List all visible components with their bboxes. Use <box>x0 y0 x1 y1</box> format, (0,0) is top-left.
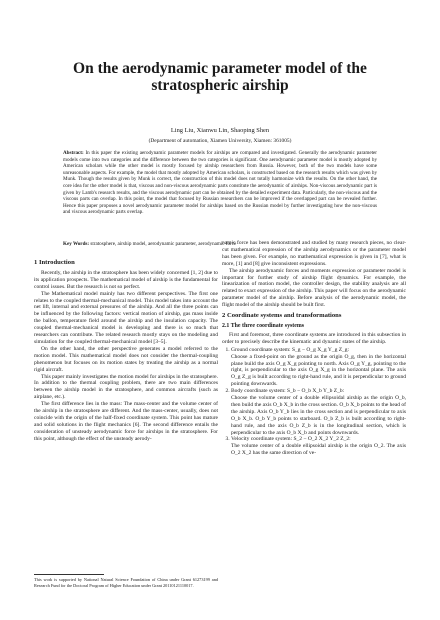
intro-paragraph: The first difference lies in the mass: The mass-center and the volume center of the airship in the stratosphere are different. And the mass-center, usually, does not coincide with the origin of the half-fixed coordinate system. This point has mature and solid solutions in the flight mechanics [6]. The second difference entails the consideration of unsteady aerodynamic force for airships in the stratosphere. For this point, although the effect of the unsteady aerody- <box>34 401 218 442</box>
paper-title: On the aerodynamic parameter model of the stratospheric airship <box>73 60 367 94</box>
list-item-title: 2. Body coordinate system: S_b − O_b X_b Y_b Z_b: <box>231 388 345 395</box>
section-heading-coordinates: 2 Coordinate systems and transformations <box>222 312 342 320</box>
keywords-label: Key Words: <box>63 241 90 247</box>
subsection-heading-coordinate-systems: 2.1 The three coordinate systems <box>222 322 305 329</box>
list-item <box>231 388 406 436</box>
left-column <box>34 256 218 443</box>
section-intro-paragraph: First and foremost, three coordinate systems are introduced in this subsection in order to precisely describe the kinematic and dynamic states of the airship. <box>222 331 406 345</box>
intro-paragraph: The Mathematical model mainly has two different perspectives. The first one relates to the coupled thermal-mechanical model. This model takes into account the net lift, internal and external pressures of the airship. And all the three points can be influenced by the following factors: vertical motion of airship, gas mass inside the ballon, temperature field around the airship and the insulation capacity. The coupled thermal-mechanical model is developing and there is so much that researchers can contribute. The related research mostly stays on the modeling and simulation for the coupled thermal-mechanical model [3–5]. <box>34 290 218 345</box>
right-column <box>222 240 406 457</box>
intro-paragraph: On the other hand, the other perspective generates a model referred to the motion model. This mathematical model does not consider the thermal-coupling phenomenon but focuses on its motion states by treating the airship as a normal rigid aircraft. <box>34 345 218 373</box>
body-paragraph: The airship aerodynamic forces and moments expression or parameter model is important for further study of airship flight dynamics. For example, the linearization of motion model, the controller design, the stability analysis are all related to exact expression of the airship. This paper will focus on the aerodynamic parameter model of the airship. Before analysis of the aerodynamic model, the flight model of the airship should be built first. <box>222 267 406 309</box>
footnote-divider <box>34 574 104 575</box>
coordinate-system-list <box>222 347 406 458</box>
author-list: Ling Liu, Xianwu Lin, Shaoping Shen <box>170 127 270 134</box>
abstract <box>63 150 377 216</box>
list-item-title: 1. Ground coordinate system: S_g − O_g X_g Y_g Z_g: <box>231 346 350 353</box>
abstract-label: Abstract: <box>63 150 84 156</box>
section-heading-introduction: 1 Introduction <box>34 259 75 266</box>
list-item-body: The volume center of a double ellipsoidal airship is the origin O_2. The axis O_2 X_2 has the same direction of ve- <box>231 443 406 457</box>
list-item-title: 3. Velocity coordinate system: S_2 − O_2 X_2 Y_2 Z_2: <box>231 436 351 443</box>
affiliation: (Department of automation, Xiamen University, Xiamen: 361005) <box>148 138 292 144</box>
list-item <box>231 347 406 388</box>
list-item <box>231 436 406 457</box>
body-paragraph: namic force has been demonstrated and studied by many research pieces, no clear-cut mathematical expression of the airship aerodynamics or the parameter model has been given. For example, no mathematical expression is given in [7], what is more, [1] and [8] give inconsistent expressions. <box>222 240 406 267</box>
intro-paragraph: This paper mainly investigates the motion model for airships in the stratosphere. In addition to the thermal coupling problem, there are two main differences between the airship model in the stratosphere, and common aircrafts (such as airplane, etc.). <box>34 373 218 401</box>
list-item-body: Choose a fixed-point on the ground as the origin O_g, then in the horizontal plane build the axis O_g X_g pointing to north. Axis O_g Y_g, pointing to the right, is perpendicular to the axis O_g X_g in the horizontal plane. The axis O_g Z_g is built according to right-hand rule, and it is perpendicular to ground pointing downwards. <box>231 353 406 388</box>
footnote: This work is supported by National Natural Science Foundation of China under Grant 61273199 and Research Fund for the Doctoral Program of Higher Education under Grant 20110121110017. <box>34 577 218 588</box>
intro-paragraph: Recently, the airship in the stratosphere has been widely concerned [1, 2] due to its application prospects. The mathematical model of airship is the fundamental for control issues. But the research is not so perfect. <box>34 269 218 290</box>
list-item-body: Choose the volume center of a double ellipsoidal airship as the origin O_b, then build the axis O_b X_b in the cross section. O_b X_b points to the head of the airship. Axis O_b Y_b lies in the cross section and is perpendicular to axis O_b X_b. O_b Y_b points to starboard. O_b Z_b is built according to right-hand rule, and the axis O_b Z_b is in the longitudinal section, which is perpendicular to the axis O_b X_b and points downwards. <box>231 395 406 436</box>
keywords-text: stratosphere, airship model, aerodynamic parameter, aerodynamic force <box>90 241 237 247</box>
abstract-text: In this paper the existing aerodynamic parameter models for airships are compared and investigated. Generally the aerodynamic parameter models come into two categories and the difference between the two categories is significant. One aerodynamic parameter model is mostly adopted by American scholars while the other model is mostly focused by airship researchers from Russia. However, both of the two models have some unreasonable aspects. For example, the model that mostly adopted by American scholars, is constructed based on the research results which was given by Munk. Though the results given by Munk is correct, the construction of this model does not totally harmonize with the results. On the other hand, the core idea for the other model is that, viscous and non-viscous aerodynamic parts constitute the aerodynamic of airships. Non-viscous aerodynamic part is given by Lamb's research results, and the viscous aerodynamic part can be obtained by the detailed experiment data. Particularly, the non-viscous and the viscous parts can overlap. In this point, the model that focused by Russian researchers can be improved if the overlapped part can be revealed further. Hence this paper proposes a novel aerodynamic parameter model for airships based on the Russian model by further investigating how the non-viscous and viscous aerodynamic parts overlap. <box>63 150 378 216</box>
